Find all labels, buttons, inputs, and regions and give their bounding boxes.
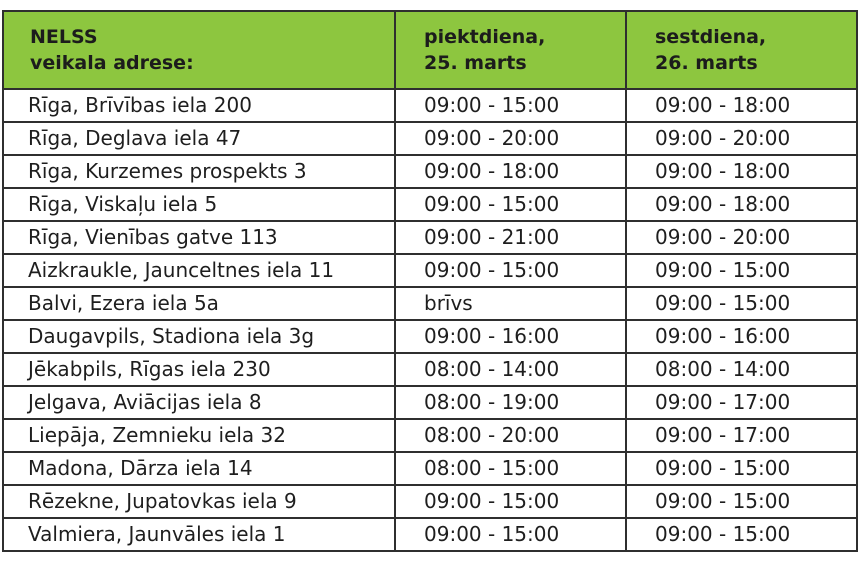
friday-hours: 08:00 - 15:00 <box>395 452 626 485</box>
friday-hours: 09:00 - 16:00 <box>395 320 626 353</box>
table-row <box>3 188 857 221</box>
friday-hours: 09:00 - 15:00 <box>395 485 626 518</box>
friday-hours: 09:00 - 18:00 <box>395 155 626 188</box>
header-friday-line2: 25. marts <box>424 52 527 74</box>
store-address: Rēzekne, Jupatovkas iela 9 <box>3 485 395 518</box>
friday-hours: 09:00 - 21:00 <box>395 221 626 254</box>
store-address: Rīga, Brīvības iela 200 <box>3 89 395 122</box>
saturday-hours: 09:00 - 15:00 <box>626 452 857 485</box>
store-address: Rīga, Kurzemes prospekts 3 <box>3 155 395 188</box>
friday-hours: 09:00 - 15:00 <box>395 518 626 551</box>
saturday-hours: 09:00 - 15:00 <box>626 485 857 518</box>
saturday-hours: 09:00 - 20:00 <box>626 221 857 254</box>
table-row <box>3 452 857 485</box>
store-address: Rīga, Deglava iela 47 <box>3 122 395 155</box>
saturday-hours: 09:00 - 16:00 <box>626 320 857 353</box>
friday-hours: 09:00 - 15:00 <box>395 89 626 122</box>
table-row <box>3 320 857 353</box>
saturday-hours: 09:00 - 18:00 <box>626 155 857 188</box>
store-address: Daugavpils, Stadiona iela 3g <box>3 320 395 353</box>
saturday-hours: 09:00 - 18:00 <box>626 89 857 122</box>
saturday-hours: 09:00 - 15:00 <box>626 287 857 320</box>
header-row <box>3 11 857 89</box>
header-friday <box>395 11 626 89</box>
saturday-hours: 09:00 - 15:00 <box>626 254 857 287</box>
table-body <box>3 89 857 551</box>
friday-hours: 08:00 - 20:00 <box>395 419 626 452</box>
table-row <box>3 221 857 254</box>
saturday-hours: 09:00 - 15:00 <box>626 518 857 551</box>
table-row <box>3 155 857 188</box>
table-row <box>3 419 857 452</box>
header-friday-line1: piektdiena, <box>424 26 546 48</box>
store-address: Aizkraukle, Jaunceltnes iela 11 <box>3 254 395 287</box>
header-saturday-line2: 26. marts <box>655 52 758 74</box>
saturday-hours: 09:00 - 18:00 <box>626 188 857 221</box>
table-row <box>3 287 857 320</box>
header-saturday-line1: sestdiena, <box>655 26 767 48</box>
header-address-line2: veikala adrese: <box>30 52 194 74</box>
friday-hours: 08:00 - 14:00 <box>395 353 626 386</box>
friday-hours: 08:00 - 19:00 <box>395 386 626 419</box>
table-header <box>3 11 857 89</box>
store-address: Valmiera, Jaunvāles iela 1 <box>3 518 395 551</box>
store-hours-table <box>2 10 858 552</box>
header-address-line1: NELSS <box>30 26 98 48</box>
saturday-hours: 09:00 - 17:00 <box>626 419 857 452</box>
saturday-hours: 09:00 - 17:00 <box>626 386 857 419</box>
store-address: Rīga, Viskaļu iela 5 <box>3 188 395 221</box>
store-address: Rīga, Vienības gatve 113 <box>3 221 395 254</box>
table-row <box>3 122 857 155</box>
table-row <box>3 254 857 287</box>
store-address: Balvi, Ezera iela 5a <box>3 287 395 320</box>
friday-hours: 09:00 - 15:00 <box>395 254 626 287</box>
saturday-hours: 08:00 - 14:00 <box>626 353 857 386</box>
friday-hours: 09:00 - 15:00 <box>395 188 626 221</box>
table-row <box>3 353 857 386</box>
saturday-hours: 09:00 - 20:00 <box>626 122 857 155</box>
header-address <box>3 11 395 89</box>
table-row <box>3 89 857 122</box>
store-address: Jelgava, Aviācijas iela 8 <box>3 386 395 419</box>
friday-hours: 09:00 - 20:00 <box>395 122 626 155</box>
header-saturday <box>626 11 857 89</box>
store-address: Liepāja, Zemnieku iela 32 <box>3 419 395 452</box>
store-address: Madona, Dārza iela 14 <box>3 452 395 485</box>
table-row <box>3 386 857 419</box>
store-address: Jēkabpils, Rīgas iela 230 <box>3 353 395 386</box>
friday-hours: brīvs <box>395 287 626 320</box>
table-row <box>3 518 857 551</box>
table-row <box>3 485 857 518</box>
